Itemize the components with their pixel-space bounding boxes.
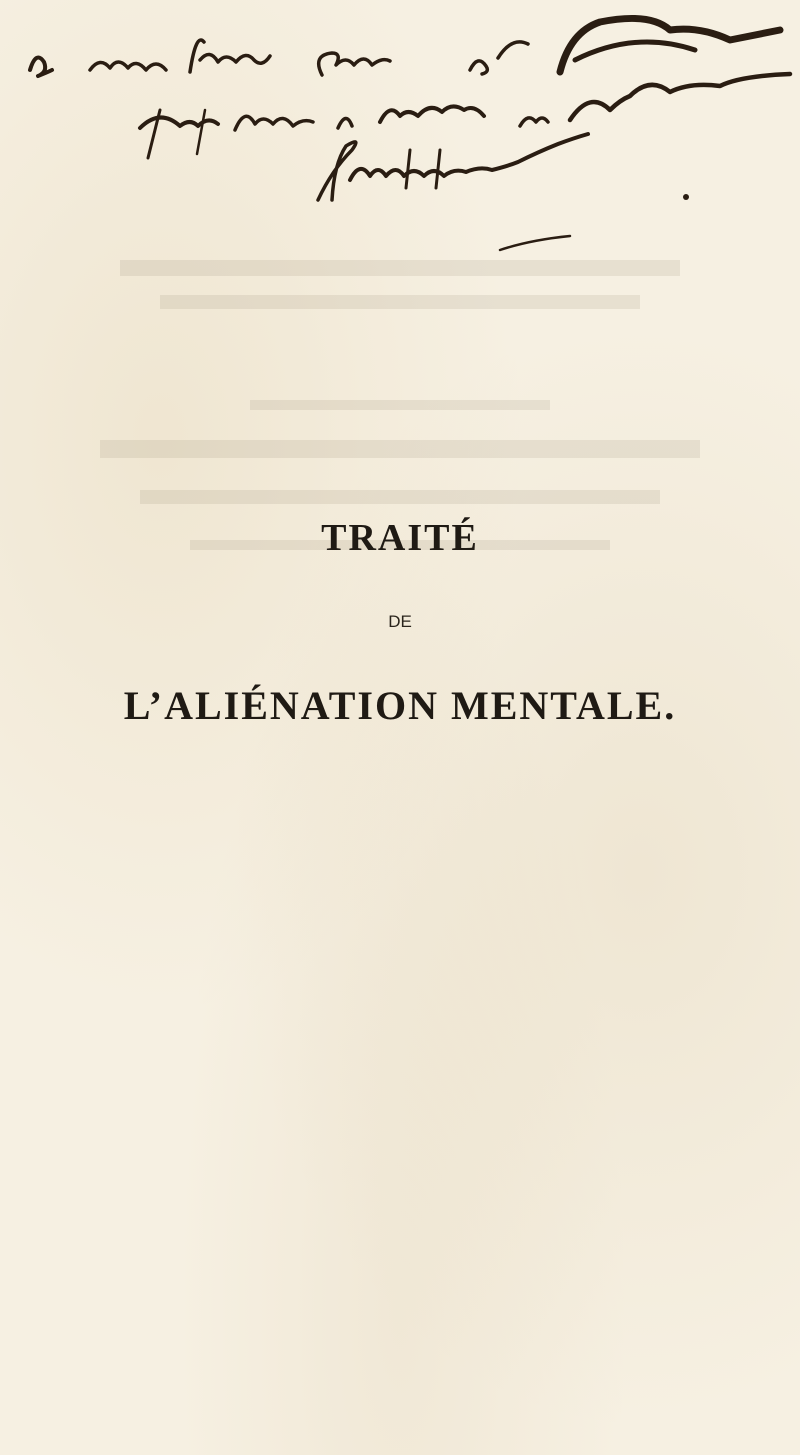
title-connector: DE	[388, 612, 412, 631]
show-through-texture	[100, 240, 700, 660]
book-subject: L’ALIÉNATION MENTALE.	[123, 683, 677, 728]
book-title: TRAITÉ	[321, 517, 479, 559]
handwritten-inscription	[0, 0, 800, 260]
